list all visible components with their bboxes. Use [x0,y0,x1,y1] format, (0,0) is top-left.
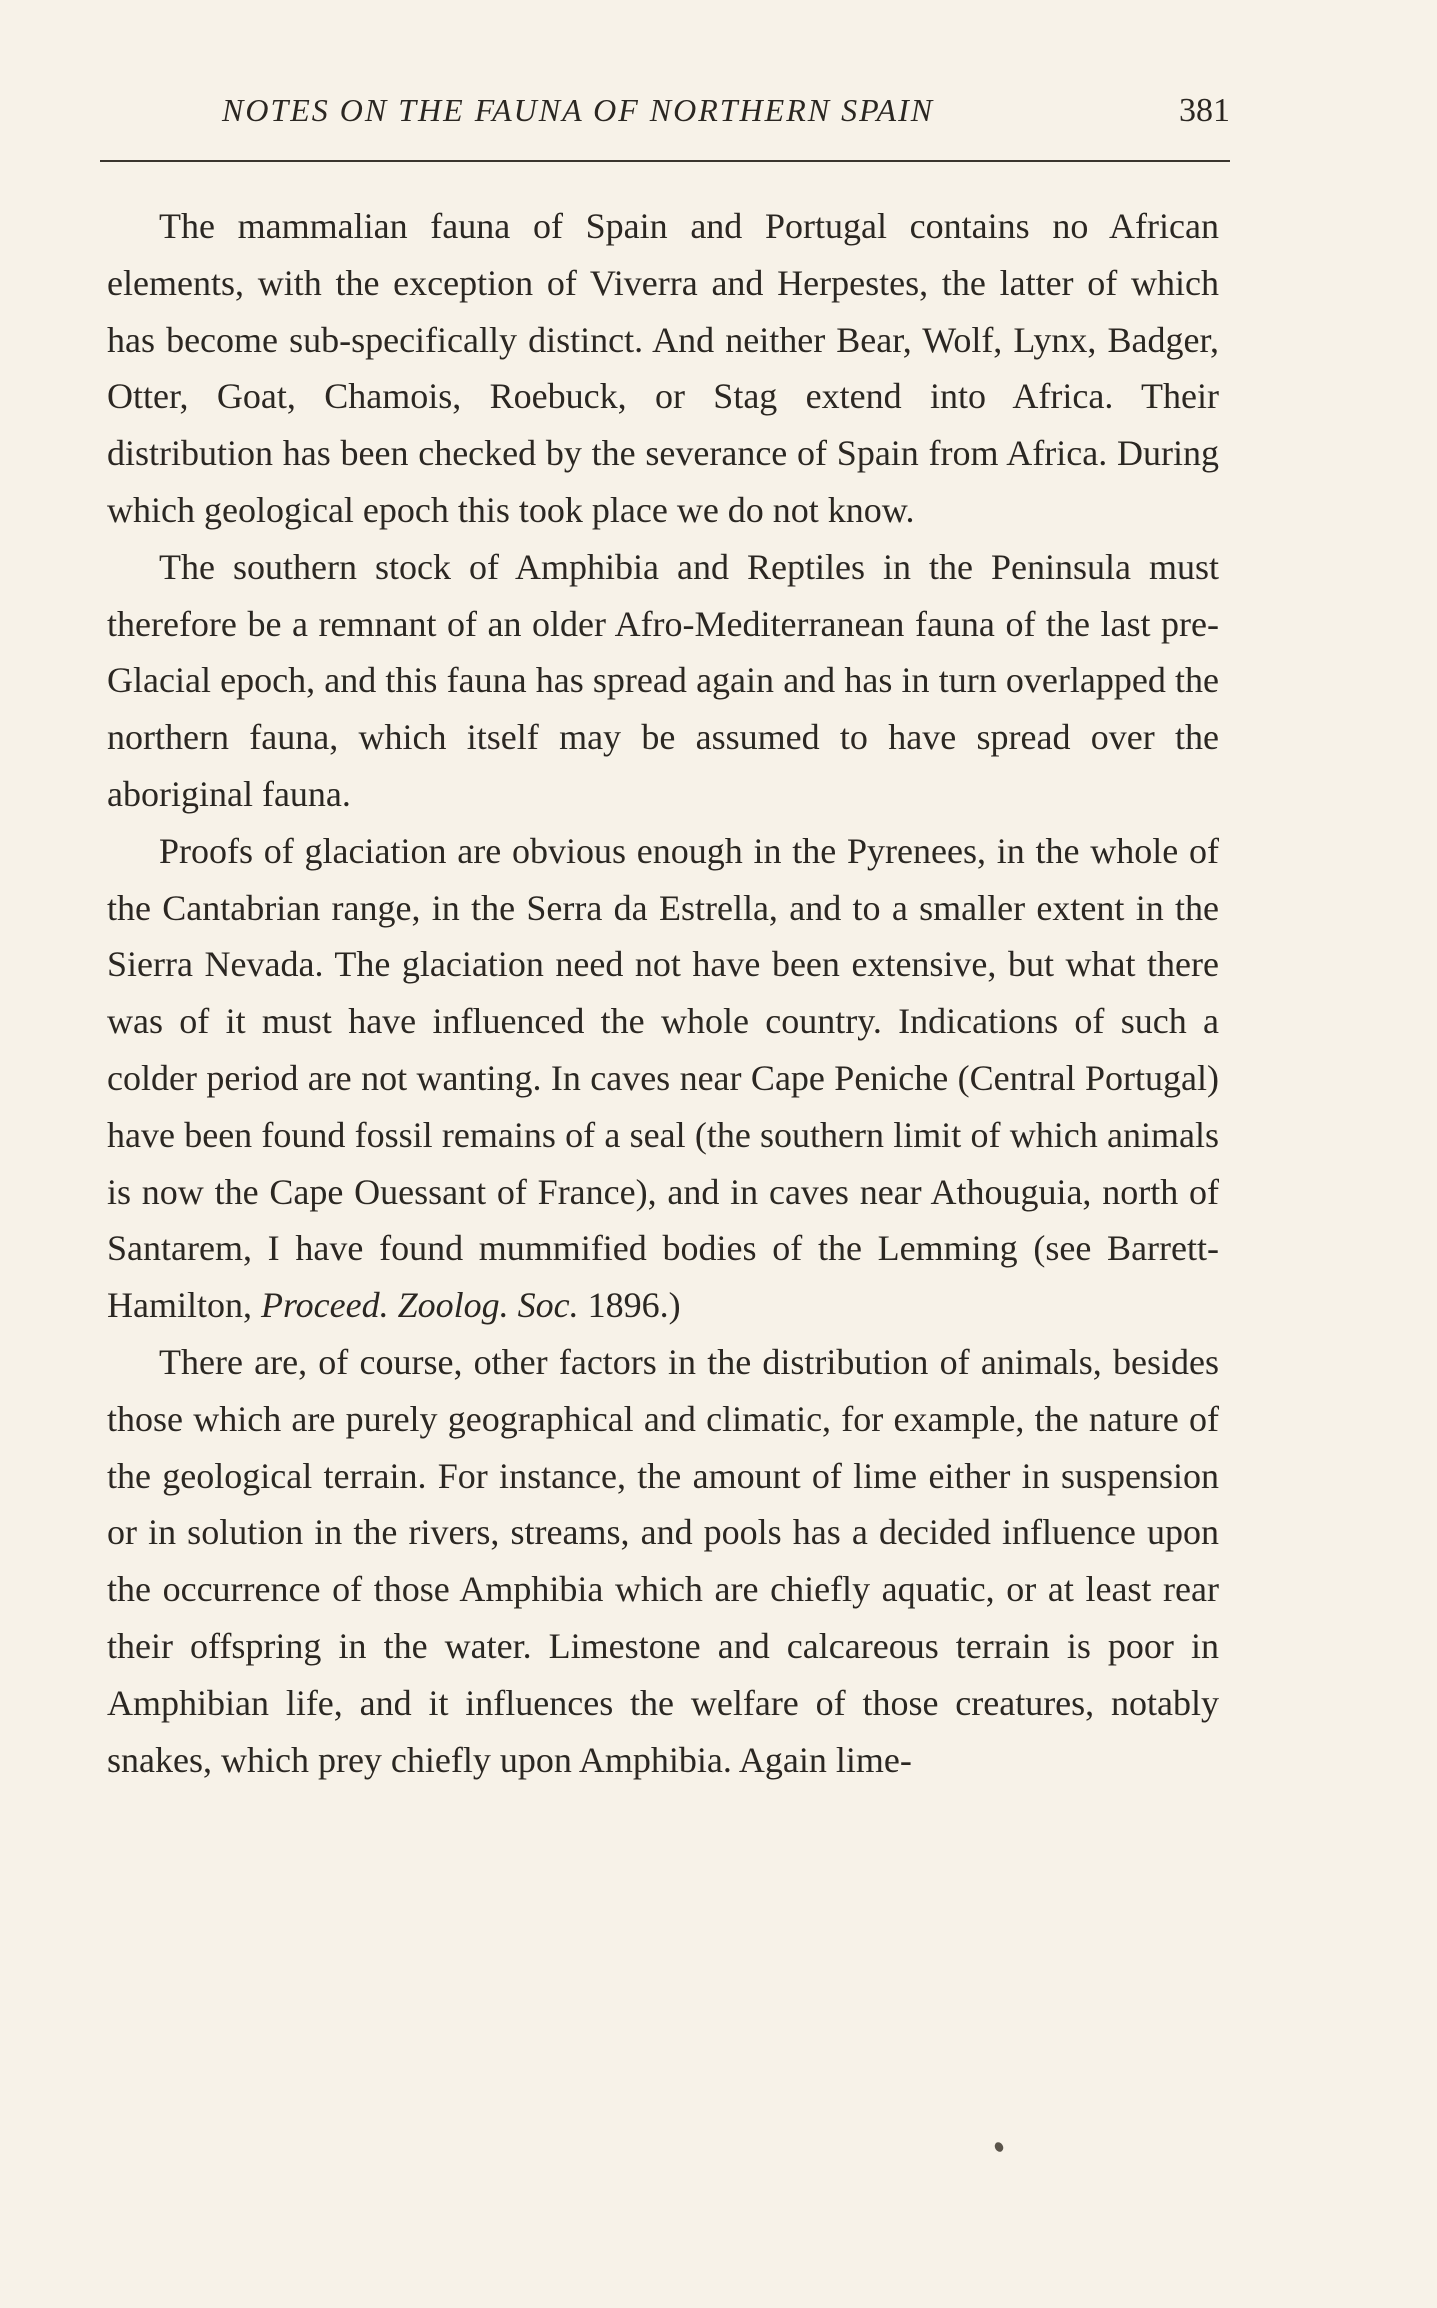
paragraph-glaciation [107,823,1219,1334]
paragraph-other-factors: There are, of course, other factors in the distribution of animals, besides those which are purely geographical and climatic, for example, the nature of the geological terrain. For instance, the amount of lime either in suspension or in solution in the rivers, streams, and pools has a decided influence upon the occurrence of those Amphibia which are chiefly aquatic, or at least rear their offspring in the water. Limestone and calcareous terrain is poor in Amphibian life, and it influences the welfare of those creatures, notably snakes, which prey chiefly upon Amphibia. Again lime- [107,1341,1219,1780]
paragraph-mammalian-fauna: The mammalian fauna of Spain and Portugal contains no African elements, with the exception of Viverra and Herpestes, the latter of which has become sub-specifically distinct. And neither Bear, Wolf, Lynx, Badger, Otter, Goat, Chamois, Roebuck, or Stag extend into Africa. Their distribution has been checked by the severance of Spain from Africa. During which geological epoch this took place we do not know. [107,206,1219,530]
page-number: 381 [1179,92,1230,129]
citation-journal: Proceed. Zoolog. Soc. [260,1285,579,1326]
header-rule [100,160,1230,162]
running-title: NOTES ON THE FAUNA OF NORTHERN SPAIN [222,92,935,128]
paragraph-southern-stock: The southern stock of Amphibia and Reptiles in the Peninsula must therefore be a remnant of an older Afro-Mediterranean fauna of the last pre-Glacial epoch, and this fauna has spread again and has in turn overlapped the northern fauna, which itself may be assumed to have spread over the aboriginal fauna. [107,546,1219,814]
citation-year: 1896.) [578,1285,681,1326]
running-head [100,90,1230,134]
glaciation-text: Proofs of glaciation are obvious enough in the Pyrenees, in the whole of the Cantabrian range, in the Serra da Estrella, and to a smaller extent in the Sierra Nevada. The glaciation need not have been extensive, but what there was of it must have influenced the whole country. Indications of such a colder period are not wanting. In caves near Cape Peniche (Central Portugal) have been found fossil remains of a seal (the southern limit of which animals is now the Cape Ouessant of France), and in caves near Athouguia, north of Santarem, I have found mummified bodies of the Lemming (see Barrett-Hamilton, [107,830,1219,1326]
body-text [107,198,1219,1788]
ink-mark [993,2141,1005,2154]
